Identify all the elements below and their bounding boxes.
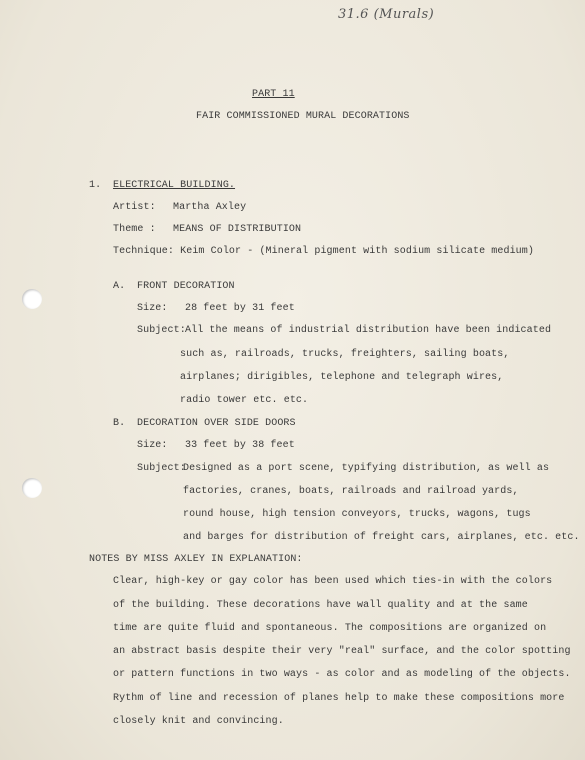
front-subject-line — [137, 325, 551, 337]
front-marker: A. — [113, 281, 126, 292]
side-size-value: 33 feet by 38 feet — [185, 440, 295, 451]
side-title: DECORATION OVER SIDE DOORS — [137, 418, 296, 429]
technique-label: Technique: — [113, 246, 175, 257]
front-size-label: Size: — [137, 303, 168, 314]
notes-line: time are quite fluid and spontaneous. The compositions are organized on — [113, 623, 547, 634]
punch-hole — [22, 478, 42, 498]
front-subject-label: Subject: — [137, 325, 186, 336]
front-size-value: 28 feet by 31 feet — [185, 303, 295, 314]
punch-hole — [22, 289, 42, 309]
front-heading — [113, 281, 235, 293]
side-subject-text: Designed as a port scene, typifying distribution, as well as — [183, 463, 550, 474]
section-number: 1. — [89, 180, 102, 191]
side-marker: B. — [113, 418, 126, 429]
side-subject-text: and barges for distribution of freight cars, airplanes, etc. etc. — [183, 532, 580, 543]
artist-label: Artist: — [113, 202, 156, 213]
notes-line: closely knit and convincing. — [113, 716, 284, 727]
notes-heading: NOTES BY MISS AXLEY IN EXPLANATION: — [89, 554, 303, 565]
side-size-label: Size: — [137, 440, 168, 451]
side-heading — [113, 418, 296, 430]
theme-line — [113, 224, 301, 236]
theme-label: Theme : — [113, 224, 156, 235]
artist-value: Martha Axley — [173, 202, 247, 213]
handwritten-annotation: 31.6 (Murals) — [338, 7, 435, 22]
theme-value: MEANS OF DISTRIBUTION — [173, 224, 302, 235]
notes-line: of the building. These decorations have wall quality and at the same — [113, 600, 528, 611]
section-heading — [89, 180, 235, 192]
notes-line: an abstract basis despite their very "real" surface, and the color spotting — [113, 646, 571, 657]
part-title: PART 11 — [252, 89, 295, 100]
side-subject-text: factories, cranes, boats, railroads and railroad yards, — [183, 486, 519, 497]
side-subject-line — [137, 463, 549, 475]
section-title: ELECTRICAL BUILDING. — [113, 180, 236, 191]
side-subject-label: Subject: — [137, 463, 186, 474]
front-subject-text: such as, railroads, trucks, freighters, sailing boats, — [180, 349, 510, 360]
front-title: FRONT DECORATION — [137, 281, 235, 292]
front-subject-text: airplanes; dirigibles, telephone and telegraph wires, — [180, 372, 504, 383]
side-subject-text: round house, high tension conveyors, trucks, wagons, tugs — [183, 509, 531, 520]
side-size-line — [137, 440, 295, 452]
document-title: FAIR COMMISSIONED MURAL DECORATIONS — [196, 111, 410, 122]
artist-line — [113, 202, 246, 214]
front-size-line — [137, 303, 295, 315]
front-subject-text: radio tower etc. etc. — [180, 395, 309, 406]
technique-value: Keim Color - (Mineral pigment with sodium silicate medium) — [180, 246, 534, 257]
technique-line — [113, 246, 534, 258]
front-subject-text: All the means of industrial distribution have been indicated — [185, 325, 552, 336]
notes-line: Rythm of line and recession of planes help to make these compositions more — [113, 693, 565, 704]
notes-line: or pattern functions in two ways - as color and as modeling of the objects. — [113, 669, 571, 680]
notes-line: Clear, high-key or gay color has been used which ties-in with the colors — [113, 576, 553, 587]
